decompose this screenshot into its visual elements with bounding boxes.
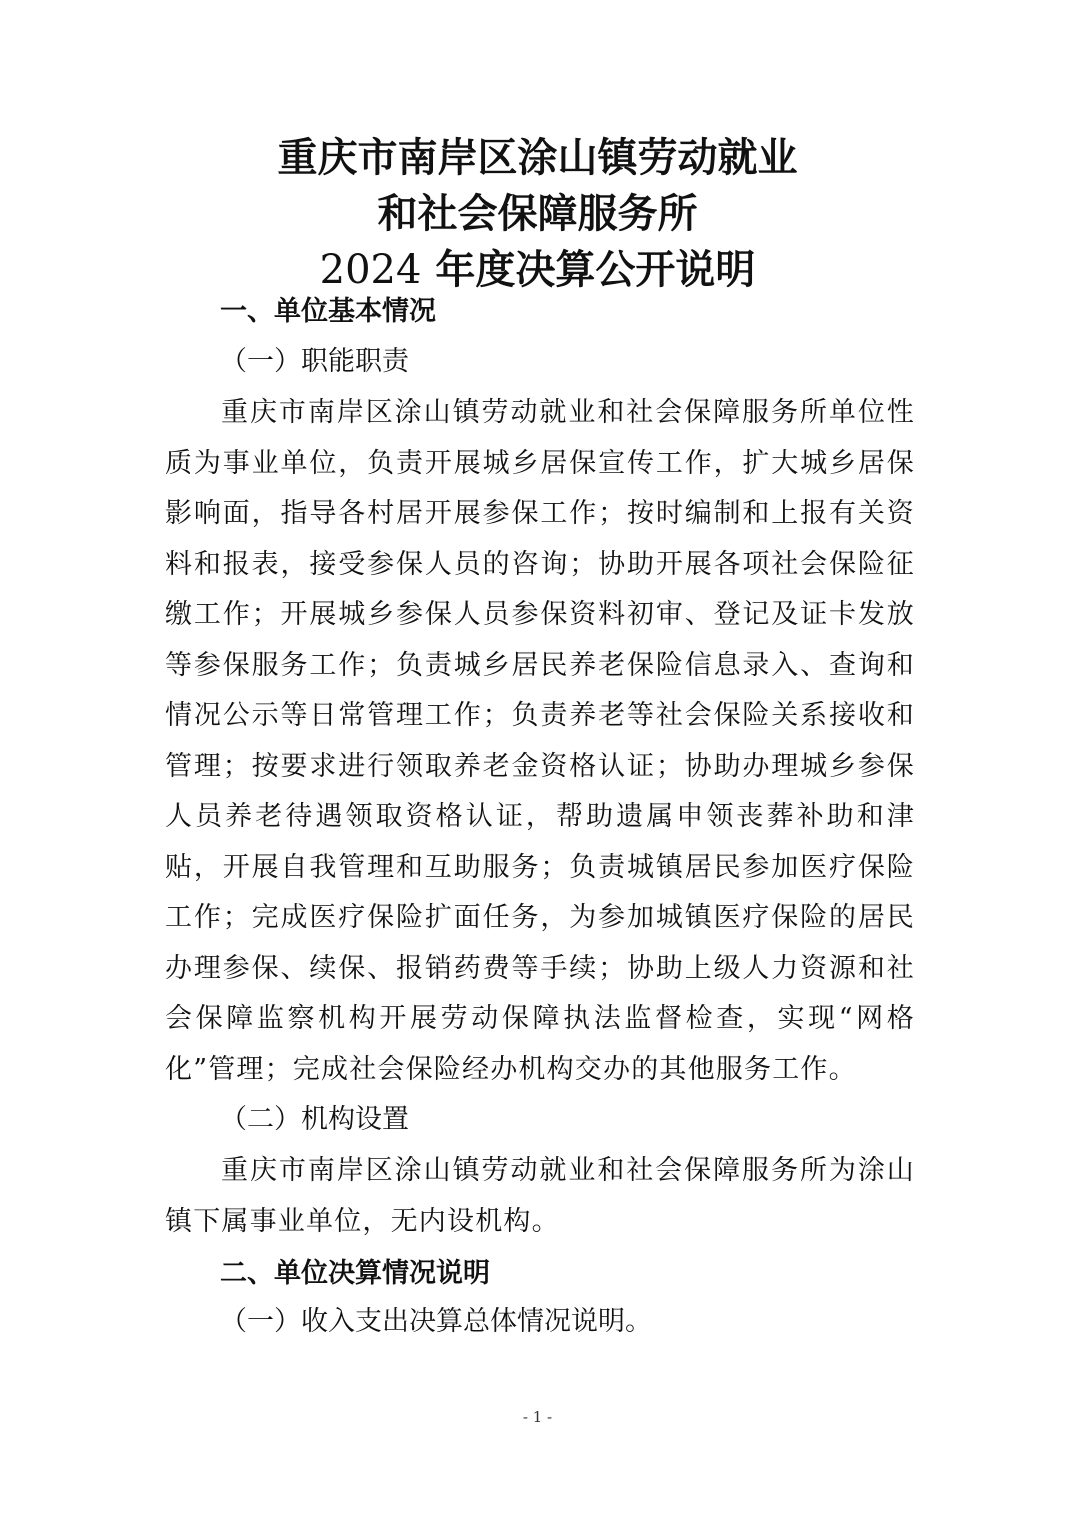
section-1-paragraph-2: 重庆市南岸区涂山镇劳动就业和社会保障服务所为涂山镇下属事业单位，无内设机构。 [165,1155,915,1237]
section-1-subheading-2: （二）机构设置 [220,1104,409,1135]
section-1-paragraph-1: 重庆市南岸区涂山镇劳动就业和社会保障服务所单位性质为事业单位，负责开展城乡居保宣传工作，扩大城乡居保影响面，指导各村居开展参保工作；按时编制和上报有关资料和报表，接受参保人员的咨询；协助开展各项社会保险征缴工作；开展城乡参保人员参保资料初审、登记及证卡发放等参保服务工作；负责城乡居民养老保险信息录入、查询和情况公示等日常管理工作；负责养老等社会保险关系接收和管理；按要求进行领取养老金资格认证；协助办理城乡参保人员养老待遇领取资格认证，帮助遗属申领丧葬补助和津贴，开展自我管理和互助服务；负责城镇居民参加医疗保险工作；完成医疗保险扩面任务，为参加城镇医疗保险的居民办理参保、续保、报销药费等手续；协助上级人力资源和社会保障监察机构开展劳动保障执法监督检查，实现“网格化”管理；完成社会保险经办机构交办的其他服务工作。 [165,397,915,1085]
title-year-rest: 年度决算公开说明 [421,247,756,293]
title-line-1: 重庆市南岸区涂山镇劳动就业 [277,135,798,181]
title-line-2: 和社会保障服务所 [377,191,698,237]
title-year: 2024 [319,247,422,293]
title-line-3 [0,242,1075,298]
section-2-heading: 二、单位决算情况说明 [220,1258,490,1289]
section-2-subheading-1: （一）收入支出决算总体情况说明。 [220,1306,652,1337]
section-1-subheading-1: （一）职能职责 [220,346,409,377]
section-1-heading: 一、单位基本情况 [220,296,436,327]
document-title [0,130,1075,298]
page-number: - 1 - [522,1408,553,1426]
